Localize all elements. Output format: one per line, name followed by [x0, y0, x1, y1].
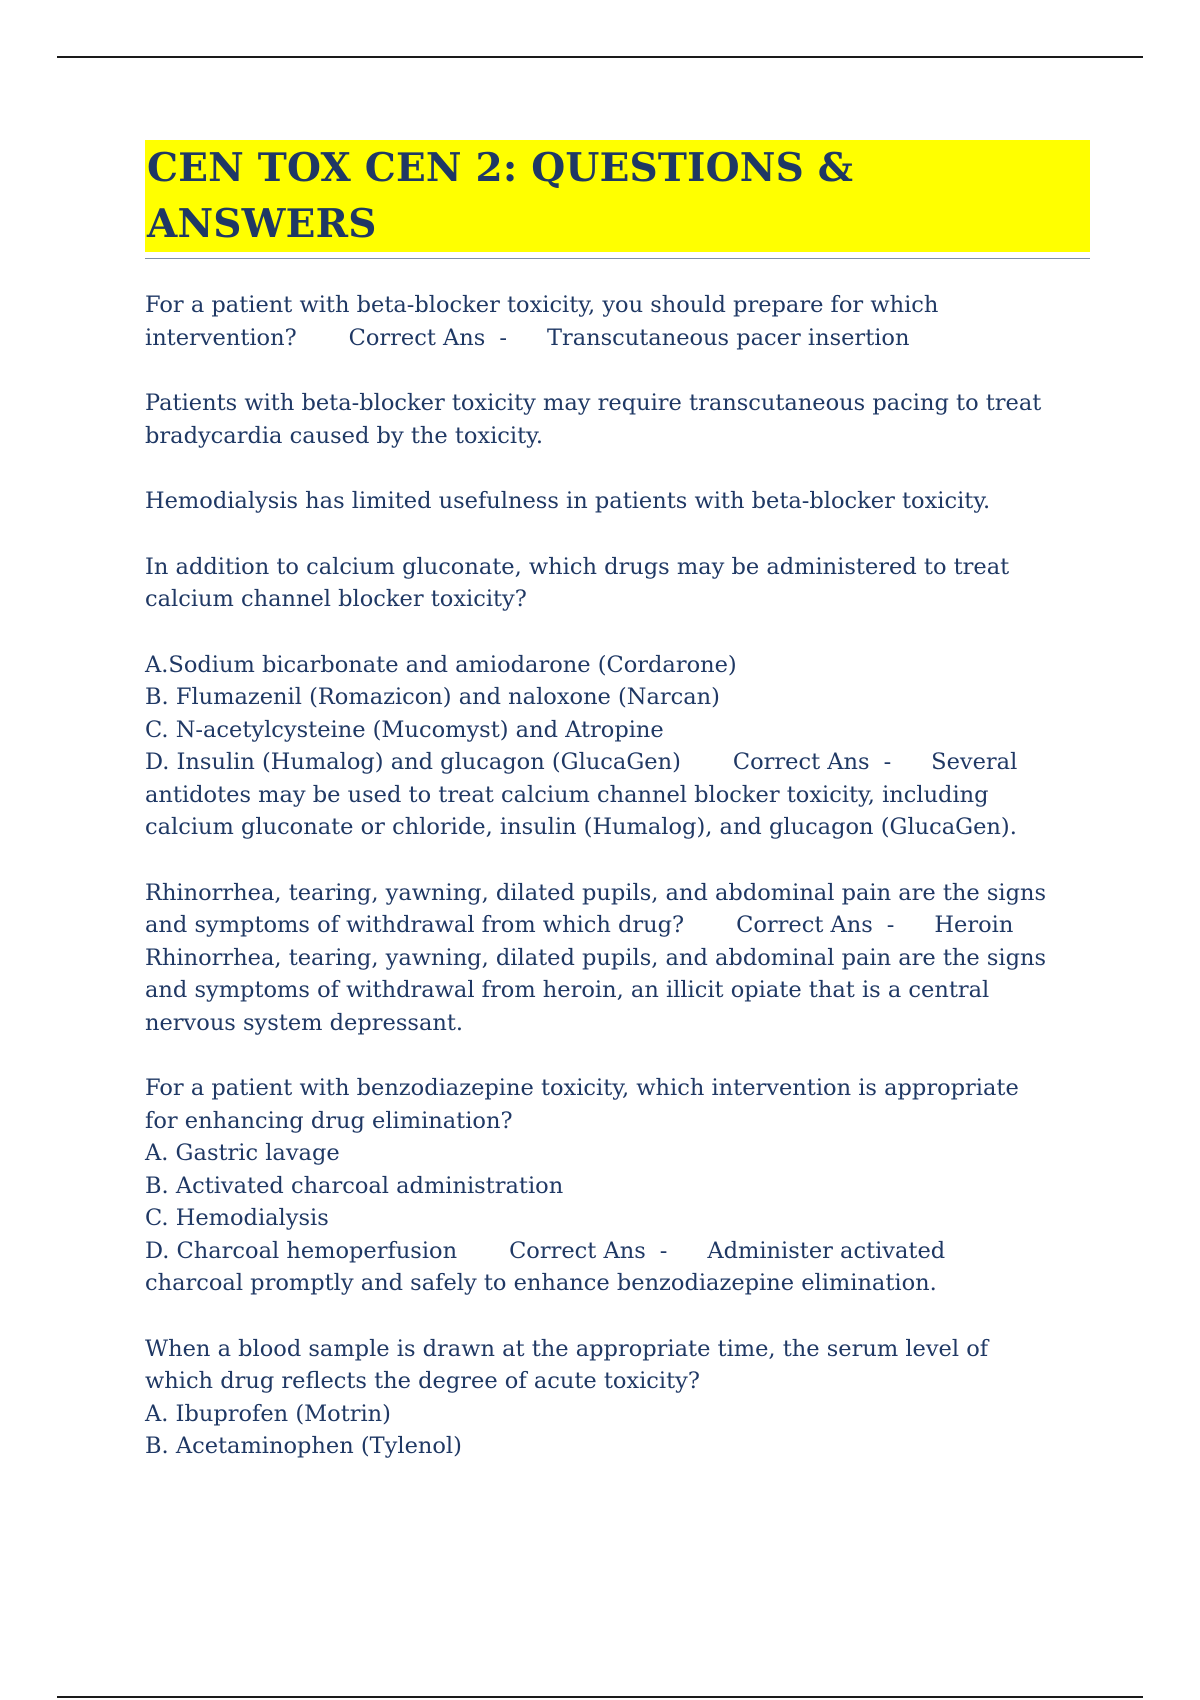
- question-3-line-1: Rhinorrhea, tearing, yawning, dilated pupils, and abdominal pain are the signs: [145, 879, 1047, 906]
- question-4-line-2: for enhancing drug elimination?: [145, 1107, 513, 1134]
- question-5-option-b: B. Acetaminophen (Tylenol): [145, 1433, 462, 1459]
- question-1-line-1: For a patient with beta-blocker toxicity, you should prepare for which: [145, 292, 939, 318]
- question-2-line-2: calcium channel blocker toxicity?: [145, 586, 527, 612]
- explanation-2-line-1: Hemodialysis has limited usefulness in patients with beta-blocker toxicity.: [145, 488, 991, 514]
- question-2-line-1: In addition to calcium gluconate, which drugs may be administered to treat: [145, 553, 1010, 580]
- question-3-line-5: nervous system depressant.: [145, 1009, 464, 1036]
- title-block: [145, 140, 1090, 259]
- question-4-line-1: For a patient with benzodiazepine toxicity, which intervention is appropriate: [145, 1075, 1019, 1101]
- question-5-line-1: When a blood sample is drawn at the appropriate time, the serum level of: [145, 1335, 989, 1362]
- question-3: [145, 877, 1090, 1040]
- answer-separator: -: [883, 749, 892, 775]
- question-1-line-2: [145, 322, 1090, 355]
- explanation-1-line-1: Patients with beta-blocker toxicity may require transcutaneous pacing to treat: [145, 390, 1042, 416]
- question-4: [145, 1072, 1090, 1300]
- question-4-option-b: B. Activated charcoal administration: [145, 1172, 564, 1199]
- question-1-text-end: intervention?: [145, 324, 297, 351]
- question-5-option-a: A. Ibuprofen (Motrin): [145, 1400, 391, 1427]
- question-4-option-d-line: [145, 1235, 1090, 1268]
- question-2-options: [145, 649, 1090, 844]
- answer-label: Correct Ans: [509, 1237, 646, 1264]
- question-1: [145, 289, 1090, 354]
- answer-separator: -: [659, 1237, 668, 1264]
- question-3-line-3: Rhinorrhea, tearing, yawning, dilated pupils, and abdominal pain are the signs: [145, 944, 1047, 971]
- question-3-line-2: [145, 909, 1090, 942]
- explanation-1-line-2: bradycardia caused by the toxicity.: [145, 422, 544, 449]
- question-2-answer-line-2: antidotes may be used to treat calcium channel blocker toxicity, including: [145, 781, 989, 808]
- question-2-option-a: A.Sodium bicarbonate and amiodarone (Cordarone): [145, 651, 737, 678]
- answer-label: Correct Ans: [348, 324, 486, 351]
- question-2-option-d: D. Insulin (Humalog) and glucagon (GlucaGen): [145, 749, 681, 775]
- answer-separator: -: [886, 912, 895, 938]
- question-3-answer: Heroin: [934, 912, 1014, 938]
- question-1-answer: Transcutaneous pacer insertion: [546, 324, 910, 351]
- question-3-line-4: and symptoms of withdrawal from heroin, an illicit opiate that is a central: [145, 977, 990, 1003]
- answer-separator: -: [499, 324, 507, 351]
- question-2: [145, 551, 1090, 616]
- question-4-option-a: A. Gastric lavage: [145, 1140, 340, 1166]
- question-2-option-c: C. N-acetylcysteine (Mucomyst) and Atropine: [145, 716, 664, 743]
- answer-label: Correct Ans: [736, 912, 873, 938]
- question-5-line-2: which drug reflects the degree of acute toxicity?: [145, 1368, 700, 1394]
- question-4-option-d: D. Charcoal hemoperfusion: [145, 1237, 458, 1264]
- question-2-answer-start: Several: [931, 749, 1018, 775]
- document-title: CEN TOX CEN 2: QUESTIONS & ANSWERS: [145, 140, 1090, 252]
- question-4-answer-line-2: charcoal promptly and safely to enhance benzodiazepine elimination.: [145, 1270, 937, 1296]
- question-2-answer-line-3: calcium gluconate or chloride, insulin (Humalog), and glucagon (GlucaGen).: [145, 814, 1017, 840]
- question-3-text-end: and symptoms of withdrawal from which drug?: [145, 912, 685, 938]
- question-2-option-b: B. Flumazenil (Romazicon) and naloxone (Narcan): [145, 684, 720, 710]
- top-rule: [57, 56, 1143, 58]
- explanation-1: [145, 387, 1090, 452]
- document-body: [145, 140, 1090, 1496]
- bottom-rule: [57, 1696, 1143, 1698]
- question-2-option-d-line: [145, 746, 1090, 779]
- explanation-2: [145, 485, 1090, 518]
- question-4-answer-start: Administer activated: [707, 1237, 946, 1264]
- answer-label: Correct Ans: [732, 749, 870, 775]
- question-4-option-c: C. Hemodialysis: [145, 1205, 329, 1231]
- question-5: [145, 1333, 1090, 1463]
